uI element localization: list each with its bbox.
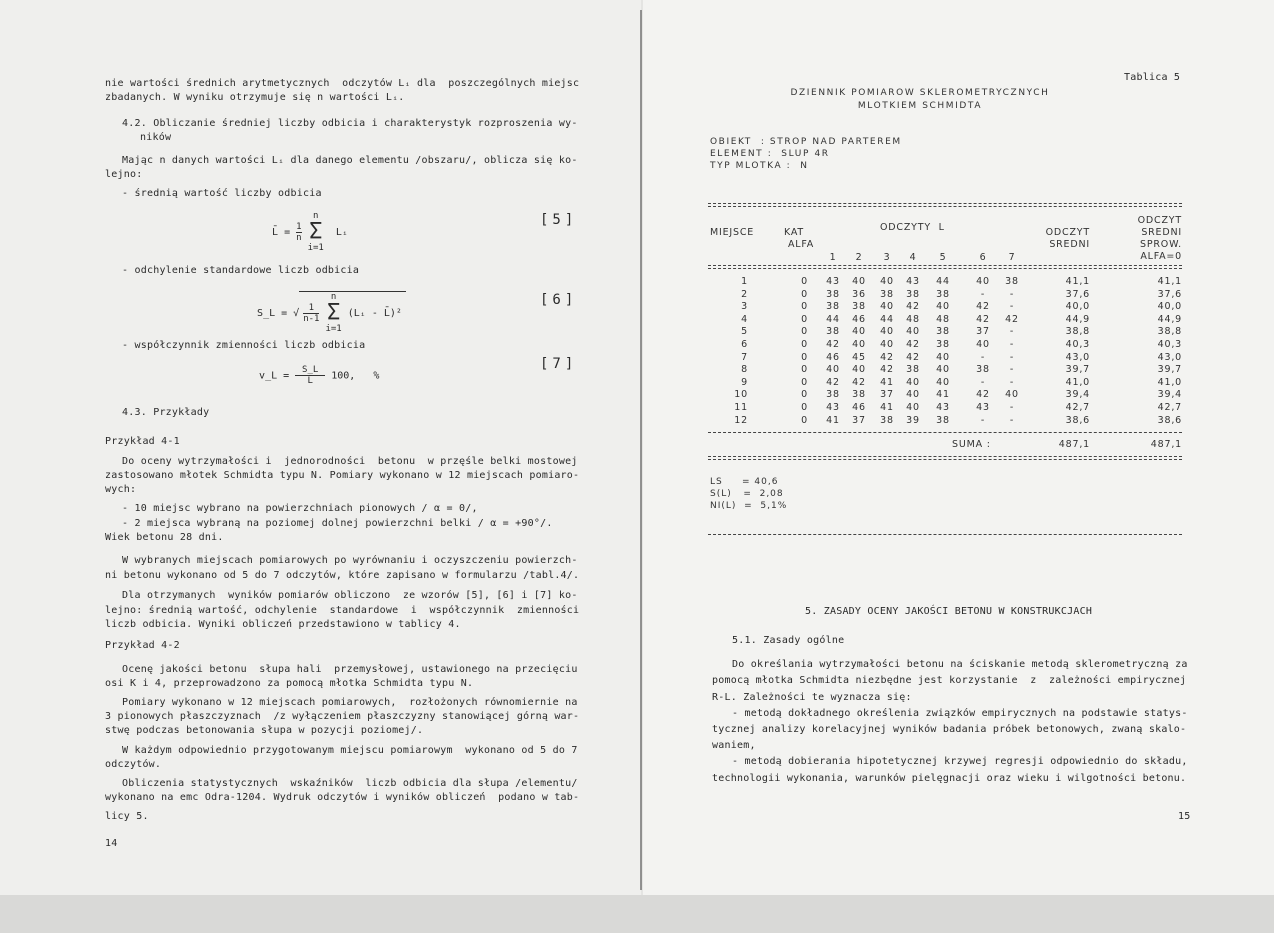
formula-lhs: L̄ = (272, 227, 297, 238)
row-reading: 43 (826, 402, 840, 413)
paragraph-line: Do określania wytrzymałości betonu na ściskanie metodą sklerometryczną za (732, 659, 1188, 670)
row-reading: 45 (852, 351, 866, 363)
meta-line: TYP MLOTKA : N (710, 161, 809, 171)
row-miejsce: 4 (741, 313, 748, 325)
row-reading: - (1009, 326, 1015, 338)
text-line: Dla otrzymanych wyników pomiarów obliczono ze wzorów [5], [6] i [7] ko- (122, 590, 578, 601)
header-odczyt-sredni-sprow: ODCZYT (1137, 215, 1182, 226)
row-kat: 0 (801, 313, 808, 325)
header-reading-number: 4 (909, 252, 917, 263)
text-line: licy 5. (105, 811, 149, 822)
row-reading: 38 (826, 288, 840, 300)
row-kat: 0 (801, 389, 808, 401)
text-line: - średnią wartość liczby odbicia (122, 188, 322, 199)
row-reading: - (1009, 288, 1015, 300)
row-kat: 0 (801, 376, 808, 388)
row-reading: 38 (826, 301, 840, 313)
page-number: 15 (1178, 811, 1191, 822)
text-line: ni betonu wykonano od 5 do 7 odczytów, które zapisano w formularzu /tabl.4/. (105, 570, 580, 581)
header-kat: KAT (784, 227, 805, 238)
sum-upper-limit: n (312, 211, 319, 221)
row-miejsce: 8 (741, 364, 748, 376)
row-reading: - (980, 288, 986, 300)
row-reading: 40 (936, 351, 950, 363)
row-reading: 40 (906, 402, 920, 413)
row-reading: 38 (852, 301, 866, 313)
formula-term: 100, % (325, 370, 380, 382)
row-odczyt-sredni: 37,6 (1065, 288, 1090, 300)
row-reading: 40 (976, 276, 990, 287)
row-reading: 40 (880, 339, 894, 350)
text-line: nie wartości średnich arytmetycznych odczytów Lᵢ dla poszczególnych miejsc (105, 78, 580, 89)
header-odczyt-sredni: SREDNI (1049, 239, 1090, 250)
text-line: - odchylenie standardowe liczb odbicia (122, 265, 360, 276)
row-reading: 41 (936, 389, 950, 401)
header-odczyty: ODCZYTY L (880, 222, 945, 233)
row-odczyt-sredni: 41,1 (1065, 276, 1090, 287)
row-reading: 38 (826, 326, 840, 338)
meta-line: OBIEKT : STROP NAD PARTEREM (710, 137, 902, 147)
row-reading: 42 (976, 313, 990, 325)
row-kat: 0 (801, 288, 808, 300)
row-reading: - (980, 414, 986, 426)
row-reading: 40 (852, 364, 866, 376)
row-reading: 41 (826, 414, 840, 426)
row-reading: - (1009, 339, 1015, 350)
row-reading: 42 (880, 364, 894, 376)
text-line: Przykład 4-1 (105, 436, 180, 447)
row-kat: 0 (801, 414, 808, 426)
table-title: DZIENNIK POMIAROW SKLEROMETRYCZNYCH (790, 88, 1050, 98)
row-reading: 41 (880, 376, 894, 388)
header-odczyt-sredni-sprow: SPROW. (1140, 239, 1182, 250)
fraction-numerator: S_L (302, 365, 319, 375)
row-reading: 40 (936, 364, 950, 376)
text-line: Do oceny wytrzymałości i jednorodności betonu w przęśle belki mostowej (122, 456, 578, 467)
row-reading: 40 (880, 326, 894, 338)
formula-term: (Lᵢ - L̄)² (347, 308, 402, 319)
row-odczyt-sredni: 41,0 (1065, 376, 1090, 388)
text-line: Obliczenia statystycznych wskaźników liczb odbicia dla słupa /elementu/ (122, 778, 578, 789)
stat-line: S(L) = 2,08 (710, 489, 784, 499)
text-line: lejno: średnią wartość, odchylenie standardowe i współczynnik zmienności (105, 605, 580, 616)
meta-line: ELEMENT : SLUP 4R (710, 149, 830, 159)
row-miejsce: 10 (734, 389, 748, 401)
row-reading: 40 (936, 301, 950, 313)
row-odczyt-sredni: 43,0 (1065, 351, 1090, 363)
section-heading: 4.3. Przykłady (122, 407, 210, 418)
row-reading: 42 (906, 301, 920, 313)
row-reading: 46 (852, 313, 866, 325)
sigma-icon: Σ (309, 219, 323, 244)
header-reading-number: 2 (855, 252, 863, 263)
text-line: W wybranych miejscach pomiarowych po wyrównaniu i oczyszczeniu powierzch- (122, 555, 578, 566)
paragraph-line: - metodą dobierania hipotetycznej krzywej regresji odpowiednio do składu, (732, 756, 1188, 767)
row-reading: 40 (976, 339, 990, 350)
text-line: Przykład 4-2 (105, 640, 180, 651)
row-reading: 40 (936, 376, 950, 388)
row-odczyt-sredni: 40,3 (1065, 339, 1090, 350)
row-odczyt-sredni: 38,6 (1065, 414, 1090, 426)
text-line: zbadanych. W wyniku otrzymuje się n wartości Lᵢ. (105, 92, 405, 103)
suma-sprow: 487,1 (1150, 439, 1182, 450)
row-reading: 44 (936, 276, 950, 287)
row-miejsce: 1 (741, 276, 748, 287)
book-fold-divider (640, 10, 642, 890)
text-line: Wiek betonu 28 dni. (105, 532, 224, 543)
table-rule-end (708, 456, 1182, 460)
row-reading: 42 (880, 351, 894, 363)
row-reading: 44 (880, 313, 894, 325)
paragraph-line: waniem, (712, 740, 756, 751)
row-reading: 39 (906, 414, 920, 426)
subsection-title: 5.1. Zasady ogólne (732, 635, 845, 646)
row-odczyt-sredni: 40,0 (1065, 301, 1090, 313)
row-reading: - (980, 351, 986, 363)
sum-upper-limit: n (330, 292, 337, 302)
header-reading-number: 6 (979, 252, 987, 263)
sum-lower-limit: i=1 (325, 324, 342, 334)
row-reading: 38 (826, 389, 840, 401)
text-line: wykonano na emc Odra-1204. Wydruk odczytów i wyników obliczeń podano w tab- (105, 792, 580, 803)
paragraph-line: tycznej analizy korelacyjnej wyników badania próbek betonowych, zwaną skalo- (712, 724, 1187, 735)
fraction-numerator: 1 (296, 221, 302, 232)
text-line: zastosowano młotek Schmidta typu N. Pomiary wykonano w 12 miejscach pomiaro- (105, 470, 580, 481)
table-label: Tablica 5 (1124, 72, 1181, 83)
row-reading: - (980, 376, 986, 388)
equation-number-7: [7] (540, 356, 578, 372)
text-line: - 2 miejsca wybraną na poziomej dolnej powierzchni belki / α = +90°/. (122, 518, 553, 529)
text-line: Pomiary wykonano w 12 miejscach pomiarowych, rozłożonych równomiernie na (122, 697, 578, 708)
text-line: Mając n danych wartości Lᵢ dla danego elementu /obszaru/, oblicza się ko- (122, 155, 578, 166)
fraction-denominator: n (296, 232, 302, 243)
header-reading-number: 1 (829, 252, 837, 263)
row-kat: 0 (801, 326, 808, 338)
row-reading: 38 (880, 414, 894, 426)
row-odczyt-sredni-sprow: 38,6 (1157, 414, 1182, 426)
row-reading: 38 (852, 389, 866, 401)
row-reading: 48 (906, 313, 920, 325)
row-odczyt-sredni-sprow: 39,7 (1157, 364, 1182, 376)
row-kat: 0 (801, 402, 808, 413)
header-miejsce: MIEJSCE (710, 227, 755, 238)
formula-term: Lᵢ (329, 227, 348, 238)
row-odczyt-sredni: 42,7 (1065, 402, 1090, 413)
header-reading-number: 7 (1008, 252, 1016, 263)
row-reading: 43 (976, 402, 990, 413)
row-reading: - (1009, 402, 1015, 413)
row-reading: 38 (976, 364, 990, 376)
formula-mean (260, 200, 348, 253)
row-miejsce: 12 (734, 414, 748, 426)
row-miejsce: 9 (741, 376, 748, 388)
row-reading: 40 (906, 389, 920, 401)
formula-lhs: v_L = (259, 370, 296, 382)
text-line: lejno: (105, 169, 143, 180)
formula-std-dev (245, 280, 406, 334)
text-line: liczb odbicia. Wyniki obliczeń przedstawiono w tablicy 4. (105, 619, 461, 630)
row-miejsce: 5 (741, 326, 748, 338)
header-odczyt-sredni: ODCZYT (1045, 227, 1090, 238)
row-kat: 0 (801, 339, 808, 350)
row-reading: 42 (976, 301, 990, 313)
row-reading: - (1009, 351, 1015, 363)
row-reading: 42 (826, 339, 840, 350)
sigma-icon: Σ (326, 300, 341, 325)
paragraph-line: technologii wykonania, warunków pielęgnacji oraz wieku i wilgotności betonu. (712, 773, 1187, 784)
row-kat: 0 (801, 351, 808, 363)
formula-variation-coefficient (247, 354, 379, 386)
row-kat: 0 (801, 276, 808, 287)
row-miejsce: 7 (741, 351, 748, 363)
section-title: 5. ZASADY OCENY JAKOŚCI BETONU W KONSTRUKCJACH (805, 606, 1093, 617)
row-kat: 0 (801, 301, 808, 313)
table-title: MLOTKIEM SCHMIDTA (857, 101, 983, 111)
row-reading: 43 (826, 276, 840, 287)
header-alfa: ALFA (788, 239, 815, 250)
row-odczyt-sredni: 39,4 (1065, 389, 1090, 401)
header-odczyt-sredni-sprow: ALFA=0 (1140, 251, 1182, 262)
paragraph-line: pomocą młotka Schmidta niezbędne jest korzystanie z zależności empirycznej (712, 675, 1187, 686)
stats-rule (708, 534, 1182, 539)
row-odczyt-sredni-sprow: 44,9 (1157, 313, 1182, 325)
row-reading: 38 (906, 364, 920, 376)
row-reading: 40 (906, 326, 920, 338)
row-reading: 40 (826, 364, 840, 376)
row-reading: 43 (906, 276, 920, 287)
row-reading: - (1009, 301, 1015, 313)
row-reading: 42 (1005, 313, 1019, 325)
row-kat: 0 (801, 364, 808, 376)
equation-number-5: [5] (540, 212, 578, 228)
text-line: wych: (105, 484, 137, 495)
row-odczyt-sredni: 44,9 (1065, 313, 1090, 325)
row-reading: 38 (1005, 276, 1019, 287)
row-reading: 41 (880, 402, 894, 413)
row-reading: 46 (852, 402, 866, 413)
fraction-numerator: 1 (308, 302, 315, 313)
formula-lhs: S_L = √ (257, 308, 300, 319)
text-line: odczytów. (105, 759, 162, 770)
page-number: 14 (105, 838, 118, 849)
stat-line: NI(L) = 5,1% (710, 501, 788, 511)
row-reading: 46 (826, 351, 840, 363)
table-rule-bottom (708, 432, 1182, 437)
row-odczyt-sredni: 39,7 (1065, 364, 1090, 376)
row-reading: 38 (936, 414, 950, 426)
header-odczyt-sredni-sprow: SREDNI (1141, 227, 1182, 238)
text-line: - współczynnik zmienności liczb odbicia (122, 340, 366, 351)
row-reading: 38 (936, 339, 950, 350)
row-odczyt-sredni-sprow: 42,7 (1157, 402, 1182, 413)
sum-lower-limit: i=1 (307, 243, 324, 253)
row-odczyt-sredni-sprow: 37,6 (1157, 288, 1182, 300)
row-reading: 37 (852, 414, 866, 426)
text-line: - 10 miejsc wybrano na powierzchniach pionowych / α = 0/, (122, 503, 478, 514)
text-line: 3 pionowych płaszczyznach /z wyłączeniem płaszczyzny stanowiącej górną war- (105, 711, 580, 722)
suma-sredni: 487,1 (1058, 439, 1090, 450)
row-miejsce: 11 (734, 402, 748, 413)
row-odczyt-sredni-sprow: 43,0 (1157, 351, 1182, 363)
row-reading: 40 (880, 276, 894, 287)
paragraph-line: - metodą dokładnego określenia związków empirycznych na podstawie statys- (732, 708, 1188, 719)
text-line: W każdym odpowiednio przygotowanym miejscu pomiarowym wykonano od 5 do 7 (122, 745, 578, 756)
row-reading: 38 (906, 288, 920, 300)
suma-label: SUMA : (952, 439, 991, 450)
text-line: ników (140, 132, 172, 143)
row-odczyt-sredni-sprow: 40,0 (1157, 301, 1182, 313)
row-reading: 38 (936, 326, 950, 338)
left-page (0, 0, 641, 900)
scanner-bed-strip (0, 895, 1274, 933)
row-reading: 38 (880, 288, 894, 300)
table-rule-top (708, 203, 1182, 207)
row-odczyt-sredni: 38,8 (1065, 326, 1090, 338)
row-reading: 36 (852, 288, 866, 300)
row-reading: - (1009, 376, 1015, 388)
row-reading: 37 (976, 326, 990, 338)
text-line: Ocenę jakości betonu słupa hali przemysłowej, ustawionego na przecięciu (122, 664, 578, 675)
fraction-denominator: L̄ (295, 375, 325, 386)
row-miejsce: 6 (741, 339, 748, 350)
row-reading: 42 (852, 376, 866, 388)
fraction-denominator: n-1 (303, 313, 320, 324)
row-reading: 42 (976, 389, 990, 401)
row-odczyt-sredni-sprow: 41,1 (1157, 276, 1182, 287)
text-line: stwę podczas betonowania słupa w pozycji poziomej/. (105, 725, 424, 736)
row-reading: 48 (936, 313, 950, 325)
row-reading: 40 (880, 301, 894, 313)
row-reading: 42 (826, 376, 840, 388)
row-reading: - (1009, 414, 1015, 426)
row-reading: 40 (852, 339, 866, 350)
section-heading: 4.2. Obliczanie średniej liczby odbicia i charakterystyk rozproszenia wy- (122, 118, 578, 129)
row-odczyt-sredni-sprow: 39,4 (1157, 389, 1182, 401)
row-odczyt-sredni-sprow: 40,3 (1157, 339, 1182, 350)
row-reading: 40 (906, 376, 920, 388)
row-reading: 37 (880, 389, 894, 401)
row-reading: 42 (906, 339, 920, 350)
row-reading: 38 (936, 288, 950, 300)
header-reading-number: 5 (939, 252, 947, 263)
row-odczyt-sredni-sprow: 38,8 (1157, 326, 1182, 338)
row-reading: 43 (936, 402, 950, 413)
header-reading-number: 3 (883, 252, 891, 263)
text-line: osi K i 4, przeprowadzono za pomocą młotka Schmidta typu N. (105, 678, 474, 689)
row-reading: - (1009, 364, 1015, 376)
row-reading: 44 (826, 313, 840, 325)
row-reading: 40 (1005, 389, 1019, 401)
equation-number-6: [6] (540, 292, 578, 308)
stat-line: LS = 40,6 (710, 477, 779, 487)
row-reading: 42 (906, 351, 920, 363)
row-miejsce: 3 (741, 301, 748, 313)
row-miejsce: 2 (741, 288, 748, 300)
row-reading: 40 (852, 326, 866, 338)
row-odczyt-sredni-sprow: 41,0 (1157, 376, 1182, 388)
paragraph-line: R-L. Zależności te wyznacza się: (712, 692, 912, 703)
row-reading: 40 (852, 276, 866, 287)
table-rule-header (708, 265, 1182, 269)
